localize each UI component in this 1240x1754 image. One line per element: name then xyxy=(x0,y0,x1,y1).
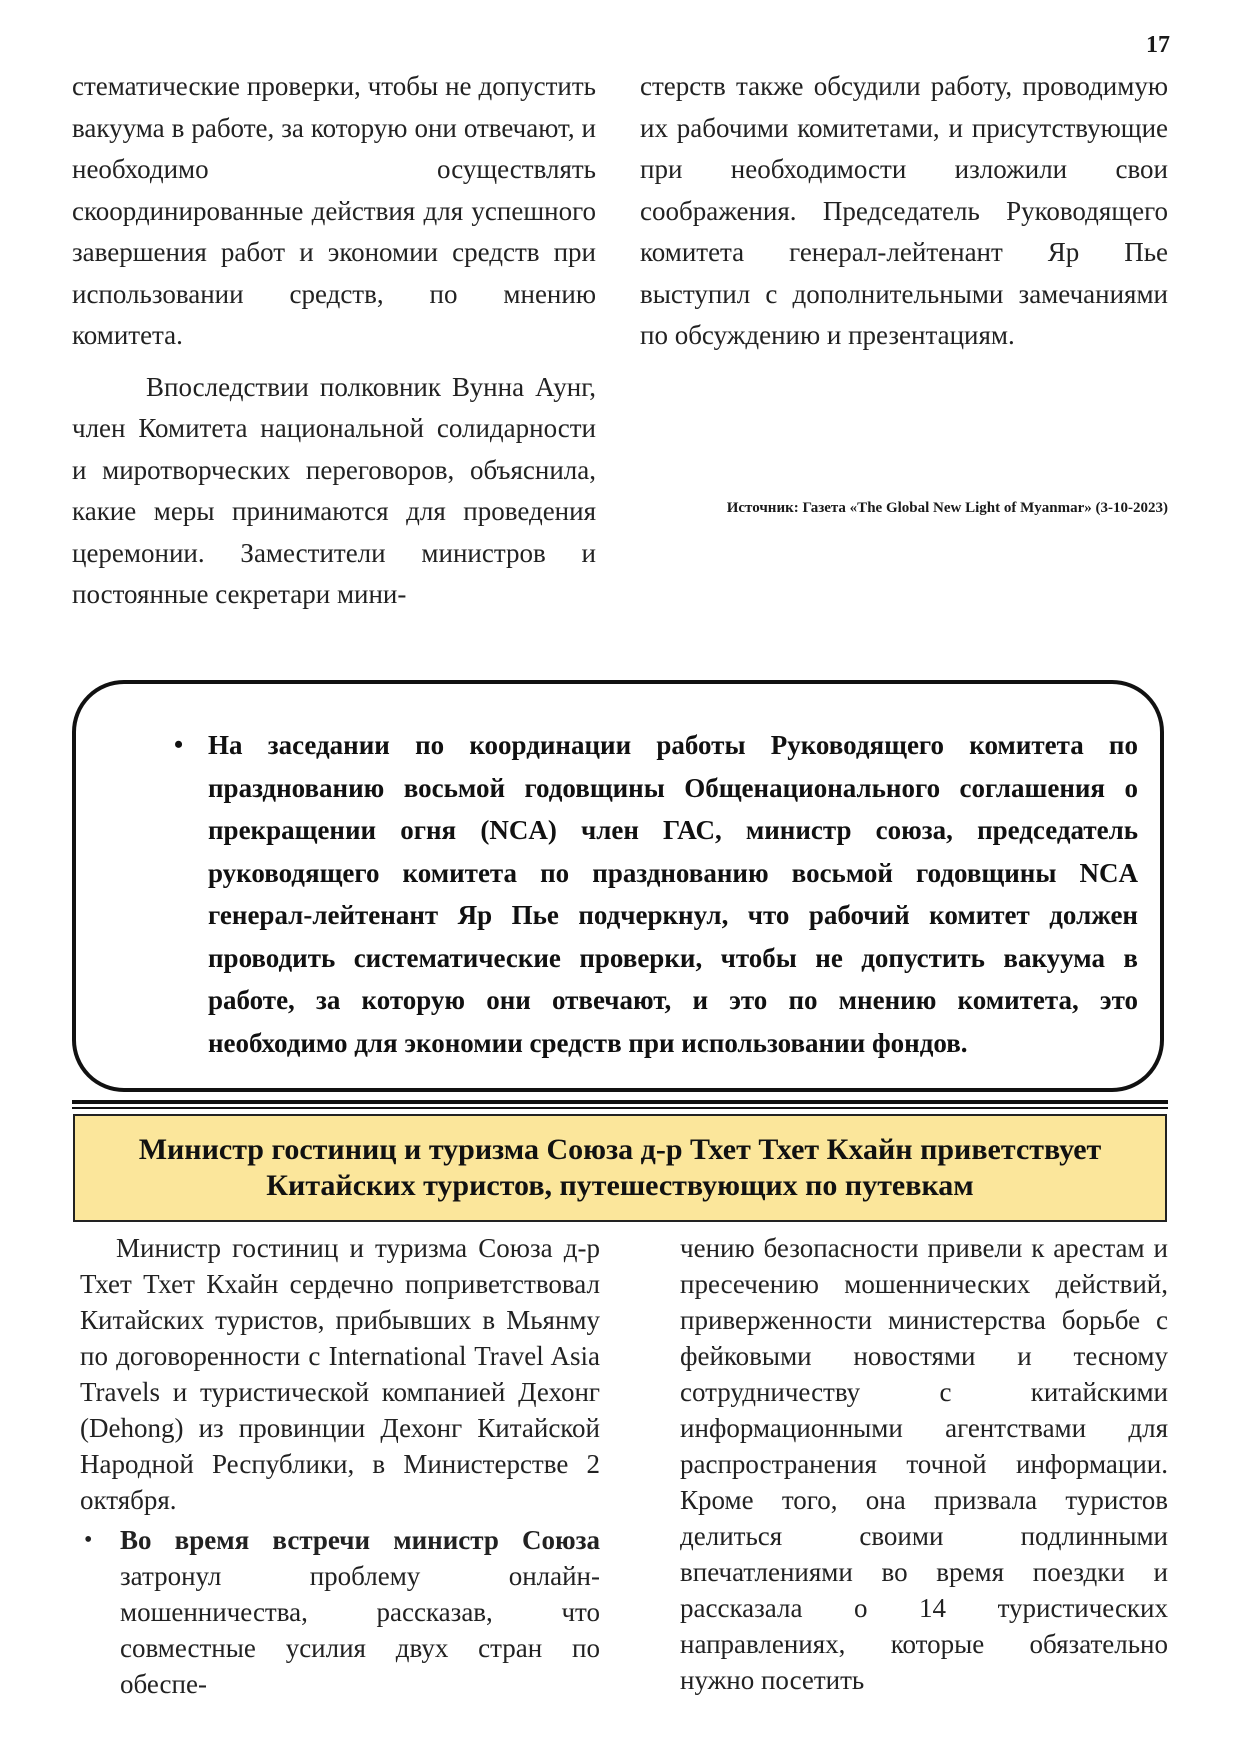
bullet-icon: • xyxy=(84,1527,93,1553)
paragraph: чению безопасности привели к арестам и пресечению мошеннических действий, приверженности министерства борьбе с фейковыми новостями и тесному сотрудничеству с китайскими информационными агентствами для распространения точной информации. Кроме того, она призвала туристов делиться своими подлинными впечатлениями во время поездки и рассказала о 14 туристических направлениях, которые обязательно нужно посетить xyxy=(680,1233,1168,1695)
divider xyxy=(72,1100,1168,1104)
paragraph: стерств также обсудили работу, проводимую их рабочими комитетами, и присутствующие при необходимости изложили свои соображения. Председатель Руководящего комитета генерал-лейтенант Яр Пье выступил с дополнительными замечаниями по обсуждению и презентациям. xyxy=(640,71,1168,350)
list-item xyxy=(98,724,1138,1064)
headline-line: Министр гостиниц и туризма Союза д-р Тхет Тхет Кхайн приветствует xyxy=(138,1133,1102,1166)
divider xyxy=(72,1107,1168,1109)
headline-line: Китайских туристов, путешествующих по путевкам xyxy=(266,1169,974,1202)
page-number: 17 xyxy=(1146,32,1170,58)
top-left-column xyxy=(72,66,596,616)
bold-lead: Во время встречи министр Союза xyxy=(120,1525,600,1555)
callout-text: На заседании по координации работы Руководящего комитета по празднованию восьмой годовщины Общенационального соглашения о прекращении огня (NCA) член ГАС, министр союза, председатель руководящего комитета по празднованию восьмой годовщины NCA генерал-лейтенант Яр Пье подчеркнул, что рабочий комитет должен проводить систематические проверки, чтобы не допустить вакуума в работе, за которую они отвечают, и это по мнению комитета, это необходимо для экономии средств при использовании фондов. xyxy=(208,730,1138,1058)
article-headline xyxy=(73,1114,1167,1222)
paragraph xyxy=(120,1522,600,1702)
paragraph: Впоследствии полковник Вунна Аунг, член Комитета национальной солидарности и миротворческих переговоров, объяснила, какие меры принимаются для проведения церемонии. Заместители министров и постоянные секретари мини- xyxy=(72,371,596,609)
bottom-right-column xyxy=(680,1230,1168,1698)
callout-box xyxy=(72,680,1164,1092)
paragraph: стематические проверки, чтобы не допустить вакуума в работе, за которую они отвечают, и необходимо осуществлять скоординированные действия для успешного завершения работ и экономии средств при использовании средств, по мнению комитета. xyxy=(72,71,596,350)
callout-list xyxy=(98,724,1138,1064)
paragraph: Министр гостиниц и туризма Союза д-р Тхет Тхет Кхайн сердечно поприветствовал Китайских туристов, прибывших в Мьянму по договоренности с International Travel Asia Travels и туристической компанией Дехонг (Dehong) из провинции Дехонг Китайской Народной Республики, в Министерстве 2 октября. xyxy=(80,1233,600,1515)
bullet-icon: • xyxy=(174,730,184,759)
list-item xyxy=(80,1522,600,1702)
bullet-text: затронул проблему онлайн-мошенничества, рассказав, что совместные усилия двух стран по обеспе- xyxy=(120,1561,600,1699)
bottom-left-column xyxy=(80,1230,600,1702)
top-right-column xyxy=(640,66,1168,357)
source-citation: Источник: Газета «The Global New Light of Myanmar» (3-10-2023) xyxy=(726,500,1168,516)
